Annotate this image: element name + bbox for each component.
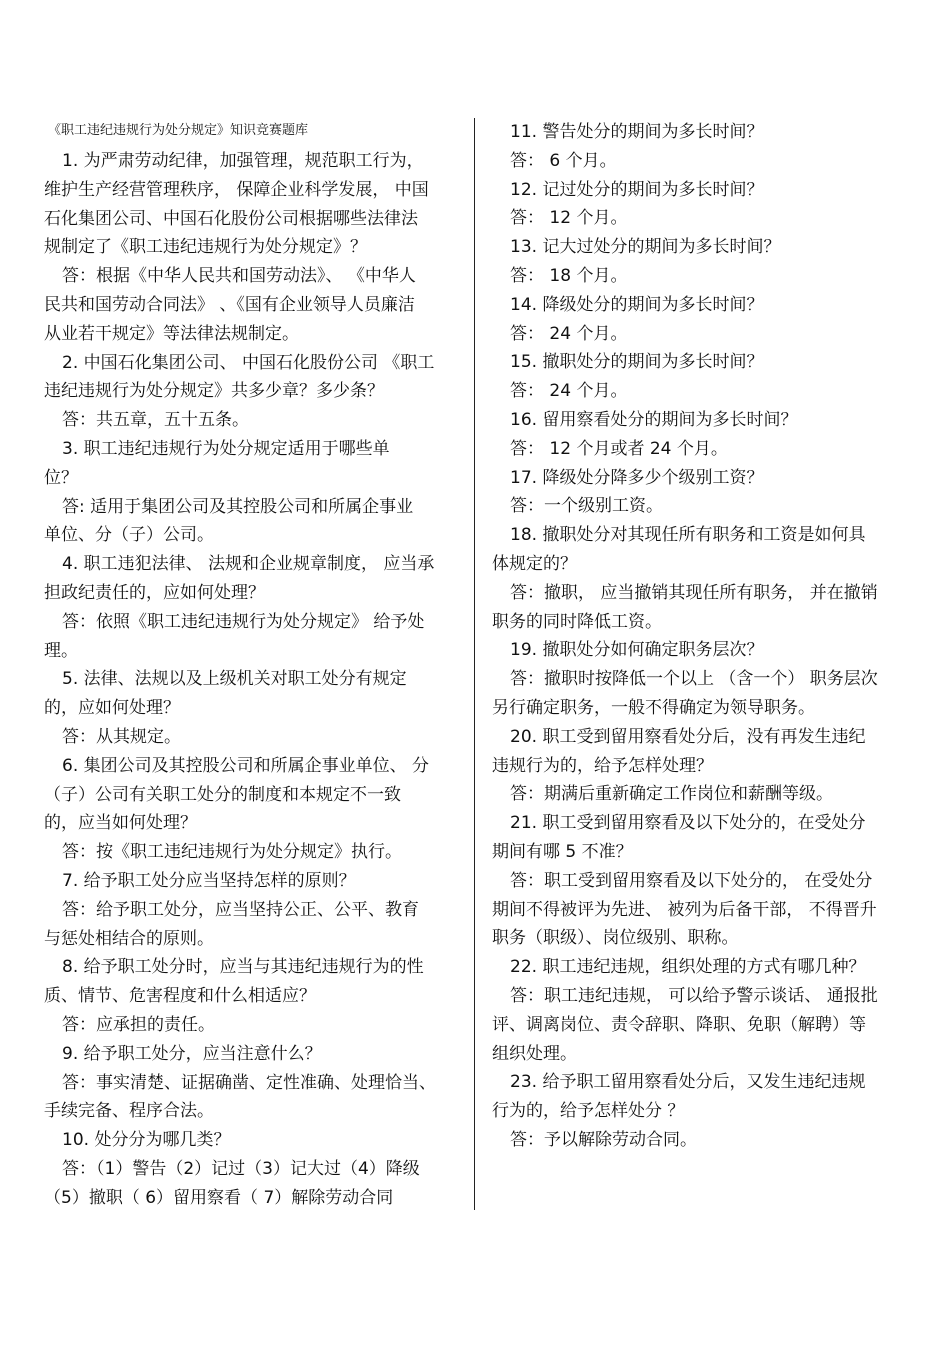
text-line: 答: 适用于集团公司及其控股公司和所属企事业	[62, 496, 414, 517]
text-line: 答： 24 个月。	[510, 323, 628, 344]
text-line: 7. 给予职工处分应当坚持怎样的原则？	[62, 870, 356, 891]
text-line: 17. 降级处分降多少个级别工资？	[510, 467, 764, 488]
text-line: 答：（1）警告（2）记过（3）记大过（4）降级	[62, 1158, 420, 1179]
text-line: 的，应当如何处理？	[44, 813, 197, 834]
text-line: 答：职工受到留用察看及以下处分的， 在受处分	[510, 870, 873, 891]
text-line: 行为的，给予怎样处分 ？	[492, 1101, 685, 1122]
text-line: 从业若干规定》等法律法规制定。	[44, 323, 299, 344]
text-line: 单位、分（子）公司。	[44, 525, 214, 546]
text-line: 3. 职工违纪违规行为处分规定适用于哪些单	[62, 438, 390, 459]
text-line: 手续完备、程序合法。	[44, 1101, 214, 1122]
text-line: 答：事实清楚、证据确凿、定性准确、处理恰当、	[62, 1072, 436, 1093]
text-line: 期间有哪 5 不准？	[492, 841, 633, 862]
text-line: 5. 法律、法规以及上级机关对职工处分有规定	[62, 669, 407, 690]
text-line: 组织处理。	[492, 1043, 577, 1064]
text-line: 答： 18 个月。	[510, 265, 628, 286]
text-line: 答：共五章，五十五条。	[62, 410, 249, 431]
text-line: 另行确定职务，一般不得确定为领导职务。	[492, 697, 815, 718]
text-line: 答： 12 个月。	[510, 208, 628, 229]
left-column	[44, 147, 460, 1212]
text-line: 答：撤职时按降低一个以上 （含一个） 职务层次	[510, 669, 878, 690]
document-title: 《职工违纪违规行为处分规定》知识竞赛题库	[48, 123, 309, 138]
text-line: 石化集团公司、中国石化股份公司根据哪些法律法	[44, 208, 418, 229]
text-line: 答：依照《职工违纪违规行为处分规定》 给予处	[62, 611, 425, 632]
text-line: 16. 留用察看处分的期间为多长时间？	[510, 409, 798, 430]
text-line: 民共和国劳动合同法》 、《国有企业领导人员廉洁	[44, 294, 415, 315]
text-line: 22. 职工违纪违规，组织处理的方式有哪几种？	[510, 957, 866, 978]
text-line: 4. 职工违犯法律、 法规和企业规章制度， 应当承	[62, 554, 435, 575]
text-line: 答：应承担的责任。	[62, 1014, 215, 1035]
text-line: 6. 集团公司及其控股公司和所属企事业单位、 分	[62, 755, 430, 776]
text-line: 18. 撤职处分对其现任所有职务和工资是如何具	[510, 525, 866, 546]
text-line: 职务的同时降低工资。	[492, 611, 662, 632]
text-line: 规制定了《职工违纪违规行为处分规定》？	[44, 237, 367, 258]
text-line: 23. 给予职工留用察看处分后，又发生违纪违规	[510, 1072, 866, 1093]
text-line: 质、情节、危害程度和什么相适应？	[44, 986, 316, 1007]
text-line: 1. 为严肃劳动纪律，加强管理，规范职工行为，	[62, 151, 424, 171]
text-line: 担政纪责任的，应如何处理？	[44, 582, 265, 603]
text-line: （5）撤职（ 6）留用察看（ 7）解除劳动合同	[44, 1187, 394, 1208]
text-line: 9. 给予职工处分，应当注意什么？	[62, 1043, 322, 1064]
text-line: 答：一个级别工资。	[510, 496, 663, 517]
text-line: 答：撤职， 应当撤销其现任所有职务， 并在撤销	[510, 582, 878, 603]
text-line: 位？	[44, 467, 78, 488]
text-line: 的，应如何处理？	[44, 698, 180, 719]
text-line: 答： 24 个月。	[510, 381, 628, 402]
text-line: 19. 撤职处分如何确定职务层次？	[510, 640, 764, 661]
text-line: 12. 记过处分的期间为多长时间？	[510, 179, 764, 200]
text-line: 15. 撤职处分的期间为多长时间？	[510, 352, 764, 373]
text-line: 13. 记大过处分的期间为多长时间？	[510, 237, 781, 258]
text-line: 评、调离岗位、责令辞职、降职、免职（解聘）等	[492, 1014, 866, 1035]
right-column	[492, 118, 910, 1155]
text-line: 与惩处相结合的原则。	[44, 928, 214, 949]
text-line: 2. 中国石化集团公司、 中国石化股份公司 《职工	[62, 352, 435, 373]
text-line: 维护生产经营管理秩序， 保障企业科学发展， 中国	[44, 179, 429, 200]
text-line: 答：根据《中华人民共和国劳动法》、 《中华人	[62, 266, 416, 287]
text-line: 20. 职工受到留用察看处分后，没有再发生违纪	[510, 726, 866, 747]
text-line: 10. 处分分为哪几类？	[62, 1130, 231, 1151]
text-line: 职务（职级）、岗位级别、职称。	[492, 928, 739, 949]
text-line: 违纪违规行为处分规定》共多少章？多少条？	[44, 381, 384, 402]
text-line: 答： 12 个月或者 24 个月。	[510, 438, 728, 459]
text-line: 答：按《职工违纪违规行为处分规定》执行。	[62, 842, 402, 863]
text-line: 答：予以解除劳动合同。	[510, 1129, 697, 1150]
text-line: 21. 职工受到留用察看及以下处分的，在受处分	[510, 813, 866, 834]
text-line: 答：从其规定。	[62, 726, 181, 747]
text-line: 答：给予职工处分，应当坚持公正、公平、教育	[62, 899, 419, 920]
text-line: 体规定的？	[492, 553, 577, 574]
text-line: （子）公司有关职工处分的制度和本规定不一致	[44, 784, 401, 805]
text-line: 答：职工违纪违规， 可以给予警示谈话、 通报批	[510, 985, 878, 1006]
text-line: 理。	[44, 640, 78, 661]
text-line: 期间不得被评为先进、 被列为后备干部， 不得晋升	[492, 899, 877, 920]
column-divider	[474, 118, 475, 1210]
text-line: 14. 降级处分的期间为多长时间？	[510, 294, 764, 315]
text-line: 8. 给予职工处分时，应当与其违纪违规行为的性	[62, 957, 424, 978]
text-line: 11. 警告处分的期间为多长时间？	[510, 122, 764, 142]
text-line: 违规行为的，给予怎样处理？	[492, 755, 713, 776]
text-line: 答：期满后重新确定工作岗位和薪酬等级。	[510, 784, 833, 805]
text-line: 答： 6 个月。	[510, 150, 617, 171]
